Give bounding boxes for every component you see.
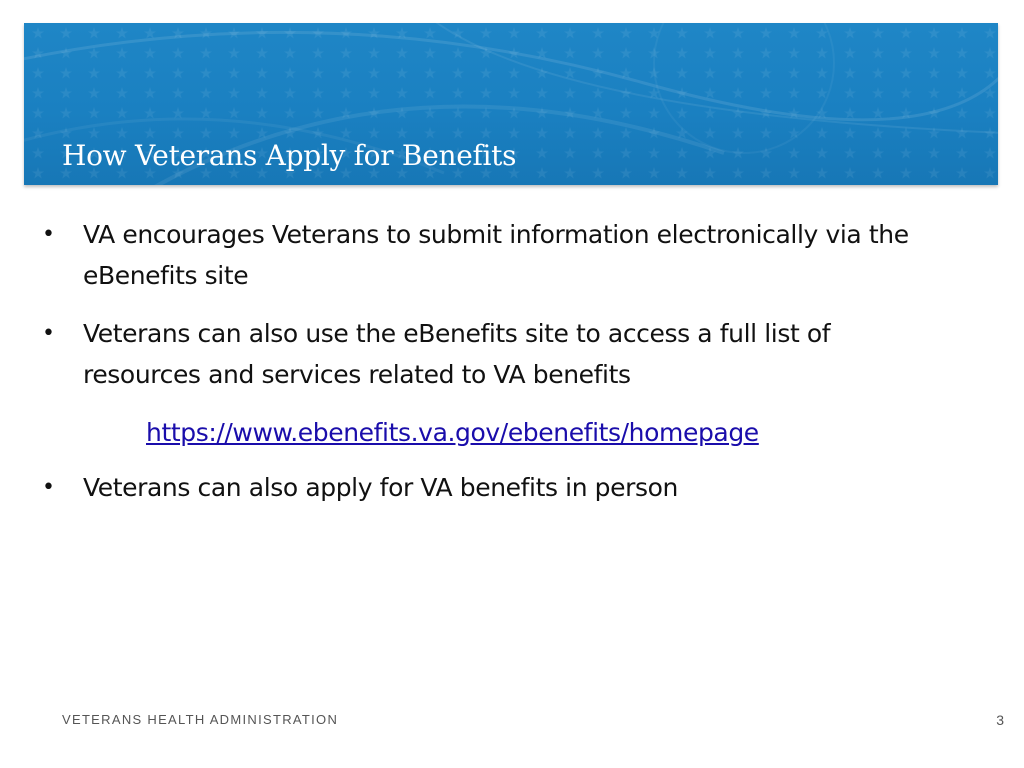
link-line <box>40 412 940 453</box>
bullet-marker: • <box>42 475 55 500</box>
bullet-marker: • <box>42 222 55 247</box>
bullet-text: Veterans can also apply for VA benefits in person <box>83 473 678 502</box>
slide-title: How Veterans Apply for Benefits <box>62 139 517 172</box>
bullet-marker: • <box>42 321 55 346</box>
bullet-text: VA encourages Veterans to submit information electronically via the eBenefits site <box>83 220 909 290</box>
bullet-item <box>40 214 940 296</box>
bullet-text: Veterans can also use the eBenefits site to access a full list of resources and services related to VA benefits <box>83 319 831 389</box>
slide-content <box>40 214 940 525</box>
bullet-item <box>40 313 940 395</box>
bullet-item <box>40 467 940 508</box>
page-number: 3 <box>996 712 1004 728</box>
ebenefits-link[interactable]: https://www.ebenefits.va.gov/ebenefits/homepage <box>146 418 759 447</box>
footer-organization: VETERANS HEALTH ADMINISTRATION <box>62 712 339 727</box>
